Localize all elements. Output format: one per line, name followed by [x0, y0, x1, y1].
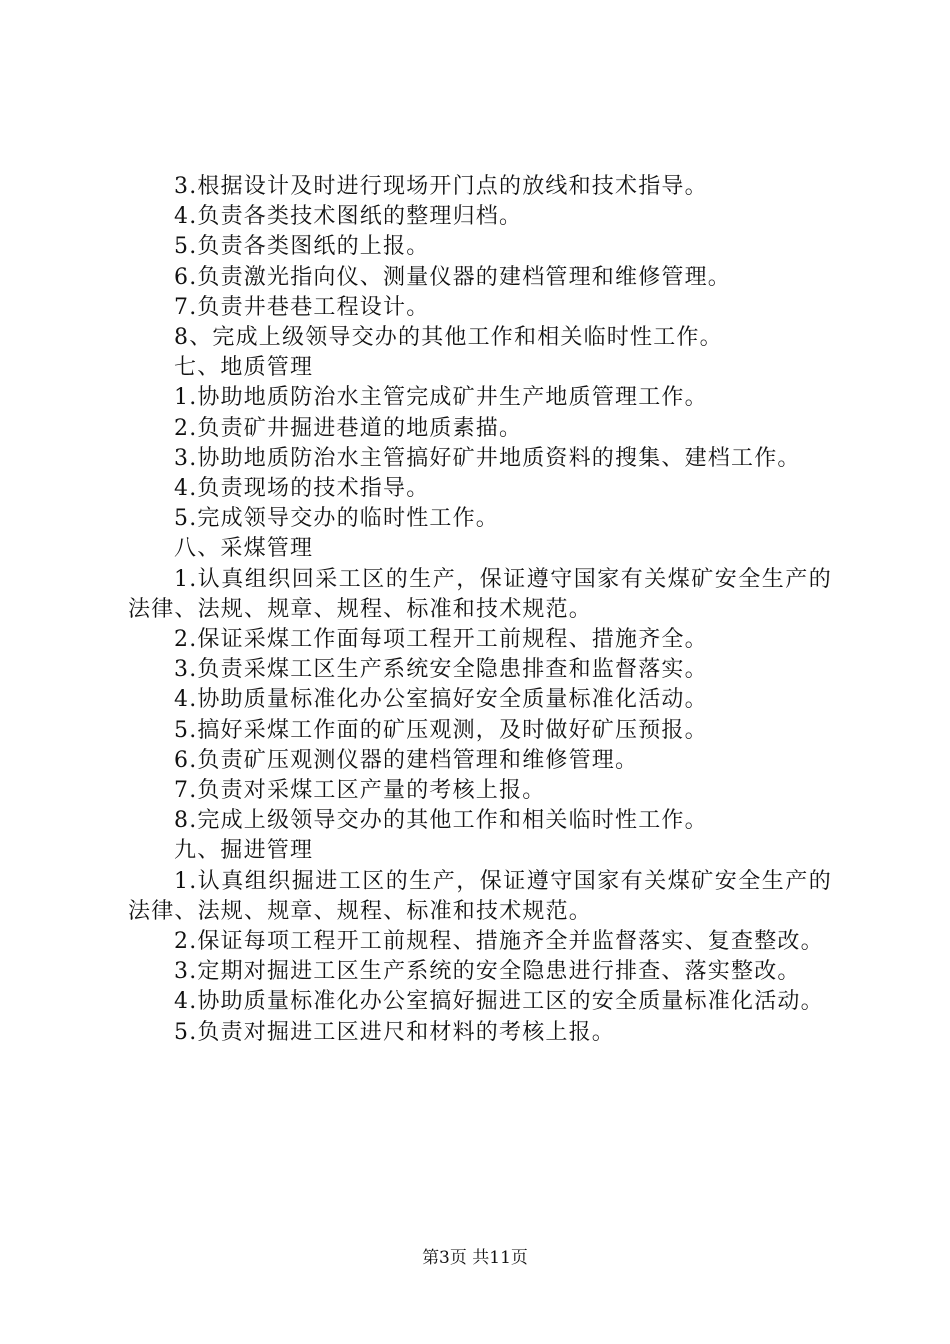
paragraph: 5.完成领导交办的临时性工作。: [174, 506, 499, 532]
paragraph: 3.负责采煤工区生产系统安全隐患排查和监督落实。: [174, 657, 708, 683]
paragraph: 3.根据设计及时进行现场开门点的放线和技术指导。: [174, 174, 708, 199]
paragraph: 5.搞好采煤工作面的矿压观测，及时做好矿压预报。: [174, 717, 708, 743]
paragraph: 1.认真组织掘进工区的生产，保证遵守国家有关煤矿安全生产的法律、法规、规章、规程、标准和技术规范。: [128, 868, 832, 924]
paragraph: 1.认真组织回采工区的生产，保证遵守国家有关煤矿安全生产的法律、法规、规章、规程、标准和技术规范。: [128, 566, 832, 622]
page-footer: [0, 1243, 950, 1268]
paragraph: 4.负责现场的技术指导。: [174, 476, 430, 502]
paragraph: 2.保证每项工程开工前规程、措施齐全并监督落实、复查整改。: [174, 929, 824, 955]
paragraph: 2.负责矿井掘进巷道的地质素描。: [174, 415, 523, 441]
section-heading: 八、采煤管理: [174, 536, 314, 562]
paragraph: 2.保证采煤工作面每项工程开工前规程、措施齐全。: [174, 627, 708, 653]
section-heading: 九、掘进管理: [174, 838, 314, 864]
paragraph: 6.负责激光指向仪、测量仪器的建档管理和维修管理。: [174, 264, 731, 290]
paragraph: 4.协助质量标准化办公室搞好掘进工区的安全质量标准化活动。: [174, 989, 824, 1015]
page-number: 第3页 共11页: [422, 1248, 528, 1268]
paragraph: 8.完成上级领导交办的其他工作和相关临时性工作。: [174, 808, 708, 834]
paragraph: 4.负责各类技术图纸的整理归档。: [174, 204, 523, 230]
document-body: [128, 172, 832, 1048]
paragraph: 8、完成上级领导交办的其他工作和相关临时性工作。: [174, 325, 723, 351]
paragraph: 5.负责对掘进工区进尺和材料的考核上报。: [174, 1019, 615, 1045]
paragraph: 7.负责对采煤工区产量的考核上报。: [174, 778, 546, 804]
paragraph: 3.协助地质防治水主管搞好矿井地质资料的搜集、建档工作。: [174, 445, 801, 471]
paragraph: 3.定期对掘进工区生产系统的安全隐患进行排查、落实整改。: [174, 959, 801, 985]
paragraph: 1.协助地质防治水主管完成矿井生产地质管理工作。: [174, 385, 708, 411]
paragraph: 7.负责井巷巷工程设计。: [174, 294, 430, 320]
section-heading: 七、地质管理: [174, 355, 314, 381]
paragraph: 4.协助质量标准化办公室搞好安全质量标准化活动。: [174, 687, 708, 713]
paragraph: 6.负责矿压观测仪器的建档管理和维修管理。: [174, 747, 639, 773]
paragraph: 5.负责各类图纸的上报。: [174, 234, 430, 260]
